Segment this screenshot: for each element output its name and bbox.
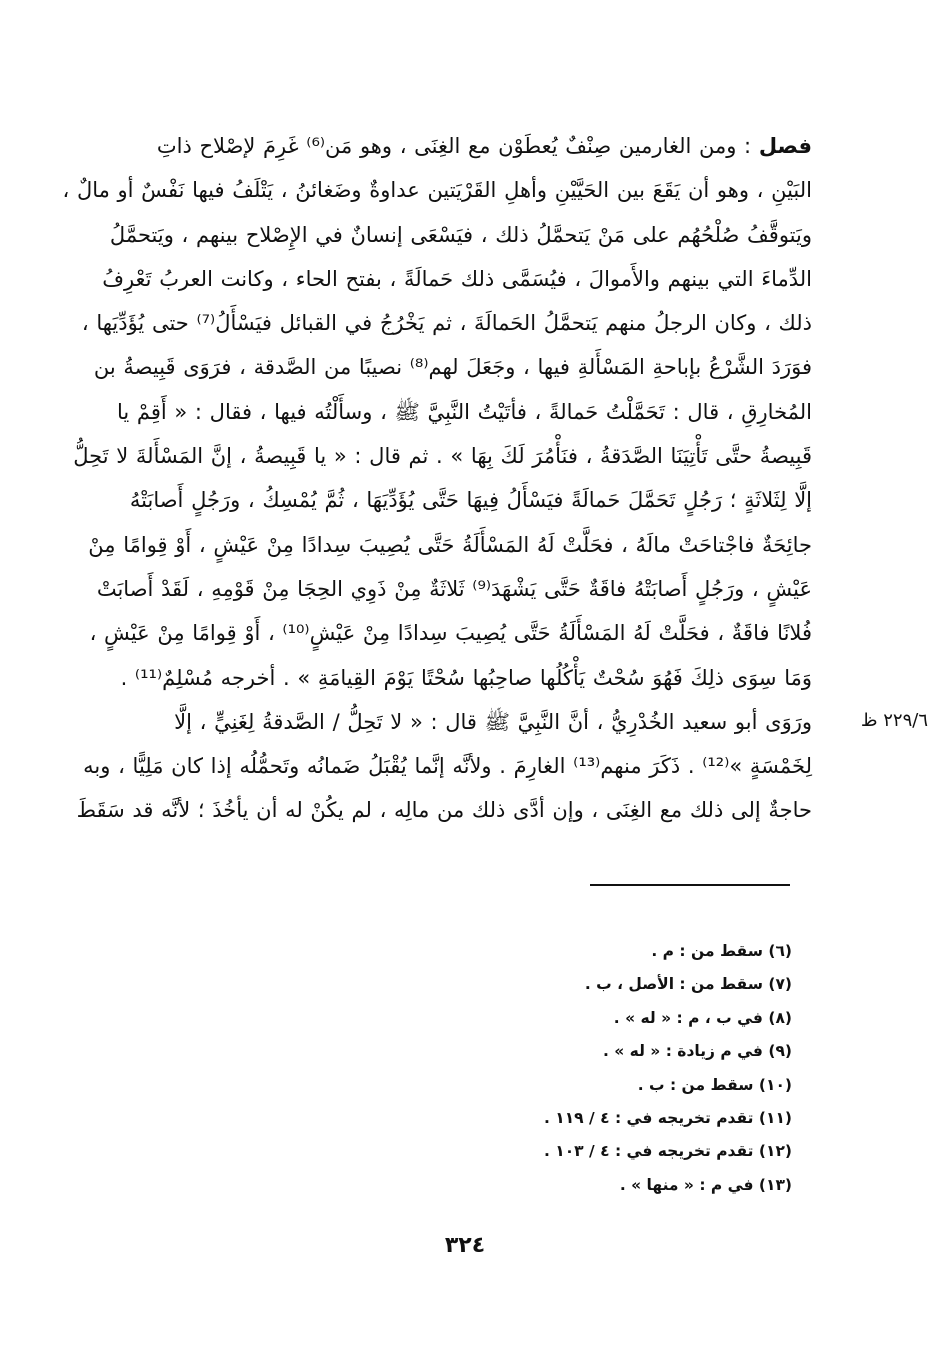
text-line: ويَتوقَّفُ صُلْحُهُم على مَنْ يَتحمَّلُ ذلك ، فيَسْعَى إنسانٌ في الإِصْلاح بينهم ، ويَتحمَّلُ [109, 222, 812, 247]
text-line: فصل : ومن الغارمين صِنْفٌ يُعطَوْن مع الغِنَى ، وهو مَن⁽⁶⁾ غَرِمَ لإصْلاح ذاتِ [156, 134, 812, 158]
footnotes [420, 935, 792, 1202]
text-line: المُخارِقِ ، قال : تَحَمَّلْتُ حَمالةً ، فأتَيْتُ النَّبِيَّ ﷺ ، وسأَلْتُه فيها ، فقال : « أَقِمْ يا [116, 399, 812, 424]
footnote: (٧) سقط من : الأصل ، ب . [584, 975, 792, 994]
page-number: ٣٢٤ [444, 1233, 486, 1258]
text-line: قَبِيصةُ حتَّى تَأْتِيَنَا الصَّدَقةُ ، فنَأْمُرَ لَكَ بِهَا » . ثم قال : « يا قَبِيصةُ ، إنَّ المَسْأَلةَ لا تَحِلُّ [73, 444, 812, 469]
text-line: فوَرَدَ الشَّرْعُ بإباحةِ المَسْأَلةِ فيها ، وجَعَلَ لهم⁽⁸⁾ نصيبًا من الصَّدقة ، فرَوَى قَبِيصةُ بن [93, 355, 812, 380]
footnote: (٦) سقط من : م . [651, 942, 792, 960]
text-line: حاجةٌ إلى ذلك مع الغِنَى ، وإن أدَّى ذلك من مالِه ، لم يكُنْ له أن يأخُذَ ؛ لأنَّه قد سَقَطَ [76, 798, 812, 823]
text-line: البَيْنِ ، وهو أن يَقَعَ بين الحَيَّيْنِ وأهلِ القَرْيَتين عداوةٌ وضَغائنُ ، يَتْلَفُ فيها نَفْسٌ أو مالٌ ، [62, 178, 812, 203]
text-line: الدِّماءَ التي بينهم والأَموالَ ، فيُسَمَّى ذلك حَمالَةً ، بفتح الحاء ، وكانت العربُ تَعْرِفُ [102, 266, 812, 291]
manuscript-folio-marker: ٢٢٩/٦ ظ [860, 710, 928, 731]
footnote: (١٠) سقط من : ب . [637, 1075, 792, 1094]
main-text-block [62, 124, 812, 833]
text-line: وَمَا سِوَى ذلِكَ فَهُوَ سُحْتٌ يَأْكُلُها صاحِبُها سُحْتًا يَوْمَ القِيامَةِ » . أخرجه مُسْلِمٌ⁽¹¹⁾ . [120, 665, 812, 690]
text-line: جائِحَةٌ فاجْتاحَتْ مالَهُ ، فحَلَّتْ لَهُ المَسْأَلَةُ حَتَّى يُصِيبَ سِدادًا مِنْ عَيْشٍ ، أَوْ قِوامًا مِنْ [88, 532, 812, 557]
text-line: ورَوَى أبو سعيد الخُدْرِيُّ ، أنَّ النَّبِيَّ ﷺ قال : « لا تَحِلُّ / الصَّدقةُ لِغَنِيٍّ ، إلَّا [174, 709, 812, 734]
footnote: (١١) تقدم تخريجه في : ٤ / ١١٩ . [543, 1109, 792, 1128]
section-heading: فصل [758, 134, 812, 158]
text-line: فُلانًا فاقَةٌ ، فحَلَّتْ لَهُ المَسْأَلَةُ حَتَّى يُصِيبَ سِدادًا مِنْ عَيْشٍ⁽¹⁰⁾ ، أَوْ قِوامًا مِنْ عَيْشٍ ، [89, 621, 812, 646]
text-line: ذلك ، وكان الرجلُ منهم يَتحمَّلُ الحَمالَةَ ، ثم يَخْرُجُ في القبائل فيَسْأَلُ⁽⁷⁾ حتى يُؤَدِّيَها ، [81, 311, 812, 336]
footnote: (٨) في ب ، م : « له » . [613, 1008, 792, 1027]
footnote: (١٢) تقدم تخريجه في : ٤ / ١٠٣ . [543, 1142, 792, 1161]
footnote-separator [590, 884, 790, 886]
text-line: لِخَمْسَةٍ »⁽¹²⁾ . ذَكَرَ منهم⁽¹³⁾ الغارِمَ . ولأنَّه إنَّما يُقْبَلُ ضَمانُه وتَحمُّلُه إذا كان مَلِيًّا ، وبه [83, 754, 812, 779]
text-line: عَيْشٍ ، ورَجُلٍ أَصابَتْهُ فاقَةٌ حَتَّى يَشْهَدَ⁽⁹⁾ ثَلاثَةٌ مِنْ ذَوِي الحِجَا مِنْ قَوْمِهِ ، لَقَدْ أَصابَتْ [96, 576, 812, 601]
text-line: إلَّا لِثَلاثَةٍ ؛ رَجُلٍ تَحَمَّلَ حَمالَةً فيَسْأَلُ فِيهَا حَتَّى يُؤَدِّيَهَا ، ثُمَّ يُمْسِكُ ، ورَجُلٍ أَصابَتْهُ [129, 488, 812, 513]
footnote: (١٣) في م : « منها » . [619, 1175, 792, 1194]
footnote: (٩) في م زيادة : « له » . [602, 1042, 792, 1061]
